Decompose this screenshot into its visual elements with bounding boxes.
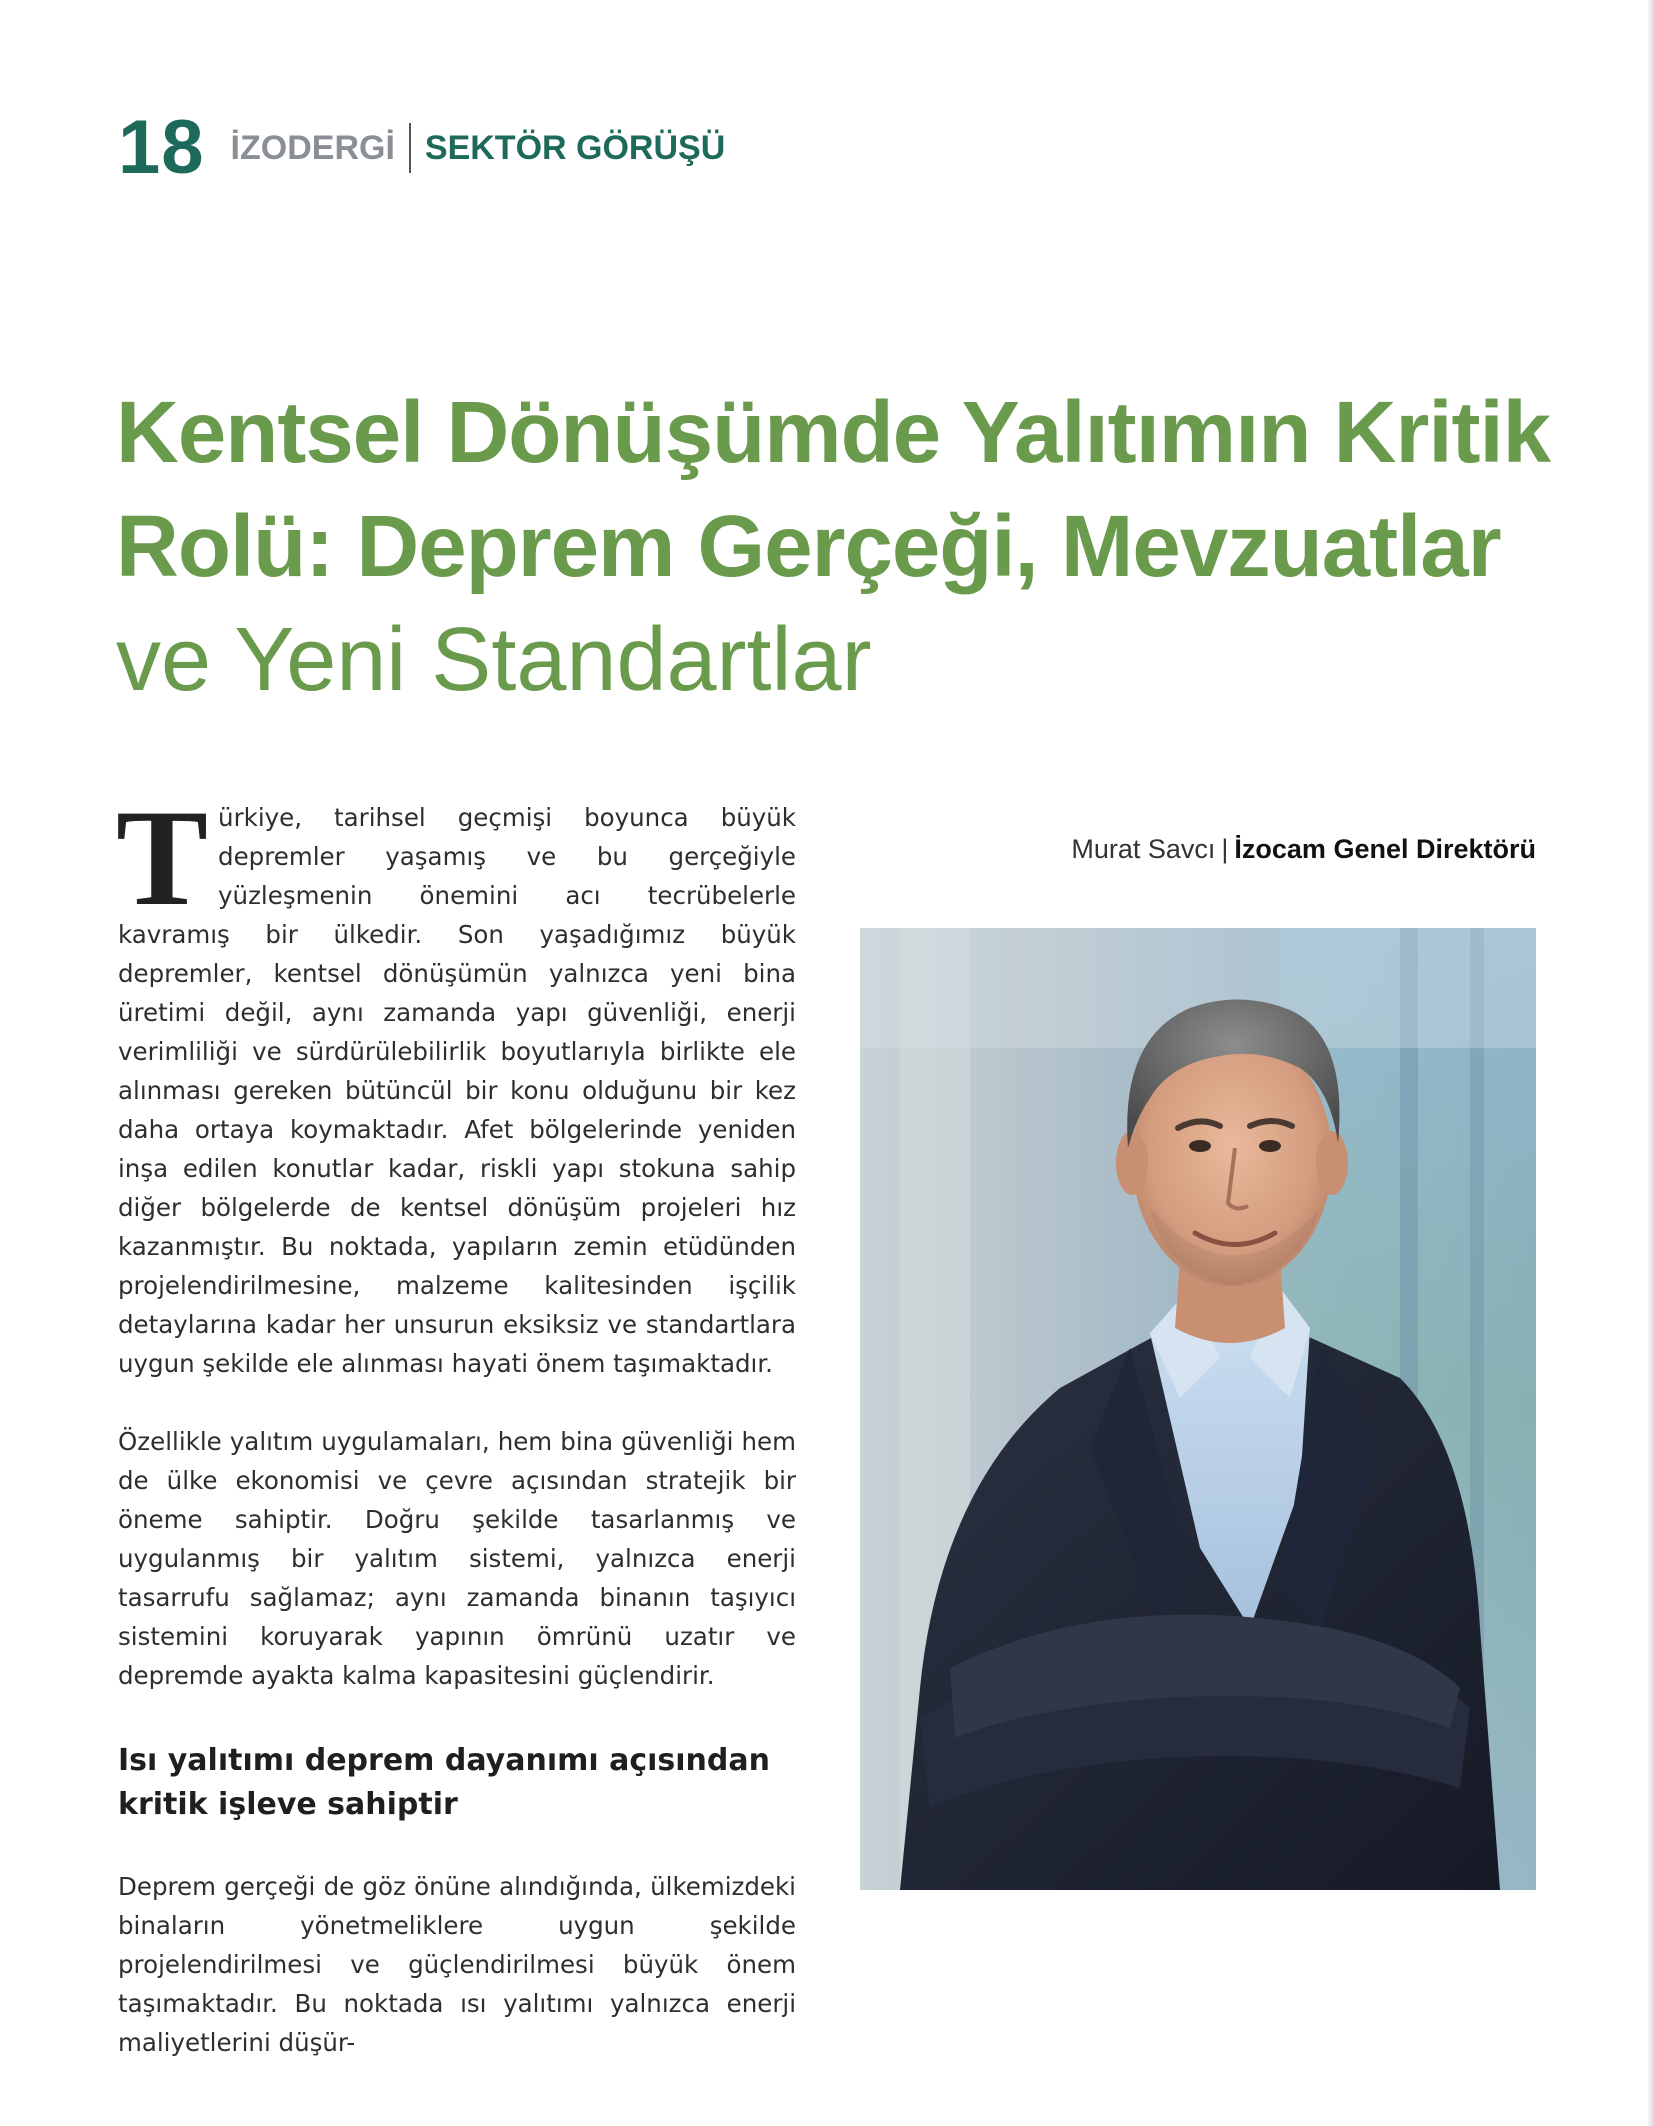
header-divider bbox=[409, 123, 411, 173]
magazine-name: İZODERGİ bbox=[230, 129, 395, 167]
headline-line-2: Rolü: Deprem Gerçeği, Mevzuatlar bbox=[116, 498, 1501, 595]
author-role: İzocam Genel Direktörü bbox=[1234, 834, 1536, 864]
author-byline bbox=[976, 834, 1536, 865]
page-number: 18 bbox=[118, 105, 205, 190]
paragraph-1 bbox=[116, 781, 796, 1383]
article-headline bbox=[116, 376, 1576, 716]
paragraph-2: Özellikle yalıtım uygulamaları, hem bina güvenliği hem de ülke ekonomisi ve çevre açısından stratejik bir öneme sahiptir. Doğru şekilde tasarlanmış ve uygulanmış bir yalıtım sistemi, yalnızca enerji tasarrufu sağlamaz; aynı zamanda binanın taşıyıcı sistemini koruyarak yapının ömrünü uzatır ve depremde ayakta kalma kapasitesini güçlendirir. bbox=[118, 1427, 796, 1690]
drop-cap: T bbox=[116, 781, 209, 934]
author-name: Murat Savcı bbox=[1071, 834, 1216, 864]
author-portrait-photo bbox=[860, 928, 1536, 1890]
headline-line-3: ve Yeni Standartlar bbox=[116, 610, 872, 710]
article-subheading: Isı yalıtımı deprem dayanımı açısından kritik işleve sahiptir bbox=[118, 1743, 770, 1822]
running-header bbox=[118, 105, 726, 190]
article-body bbox=[116, 781, 796, 2062]
paragraph-1-text: ürkiye, tarihsel geçmişi boyunca büyük depremler yaşamış ve bu gerçeğiyle yüzleşmenin önemini acı tecrübelerle kavramış bir ülkedir. Son yaşadığımız büyük depremler, kentsel dönüşümün yalnızca yeni bina üretimi değil, aynı zamanda yapı güvenliği, enerji verimliliği ve sürdürülebilirlik boyutlarıyla birlikte ele alınması gereken bütüncül bir konu olduğunu bir kez daha ortaya koymaktadır. Afet bölgelerinde yeniden inşa edilen konutlar kadar, riskli yapı stokuna sahip diğer bölgelerde de kentsel dönüşüm projeleri hız kazanmıştır. Bu noktada, yapıların zemin etüdünden projelendirilmesine, malzeme kalitesinden işçilik detaylarına kadar her unsurun eksiksiz ve standartlara uygun şekilde ele alınması hayati önem taşımaktadır. bbox=[118, 803, 796, 1378]
page-edge-shadow bbox=[1648, 0, 1654, 2126]
section-name: SEKTÖR GÖRÜŞÜ bbox=[424, 129, 726, 167]
byline-separator: | bbox=[1221, 834, 1229, 864]
headline-line-1: Kentsel Dönüşümde Yalıtımın Kritik bbox=[116, 384, 1551, 481]
paragraph-3: Deprem gerçeği de göz önüne alındığında, ülkemizdeki binaların yönetmeliklere uygun şekilde projelendirilmesi ve güçlendirilmesi büyük önem taşımaktadır. Bu noktada ısı yalıtımı yalnızca enerji maliyetlerini düşür- bbox=[118, 1872, 796, 2057]
